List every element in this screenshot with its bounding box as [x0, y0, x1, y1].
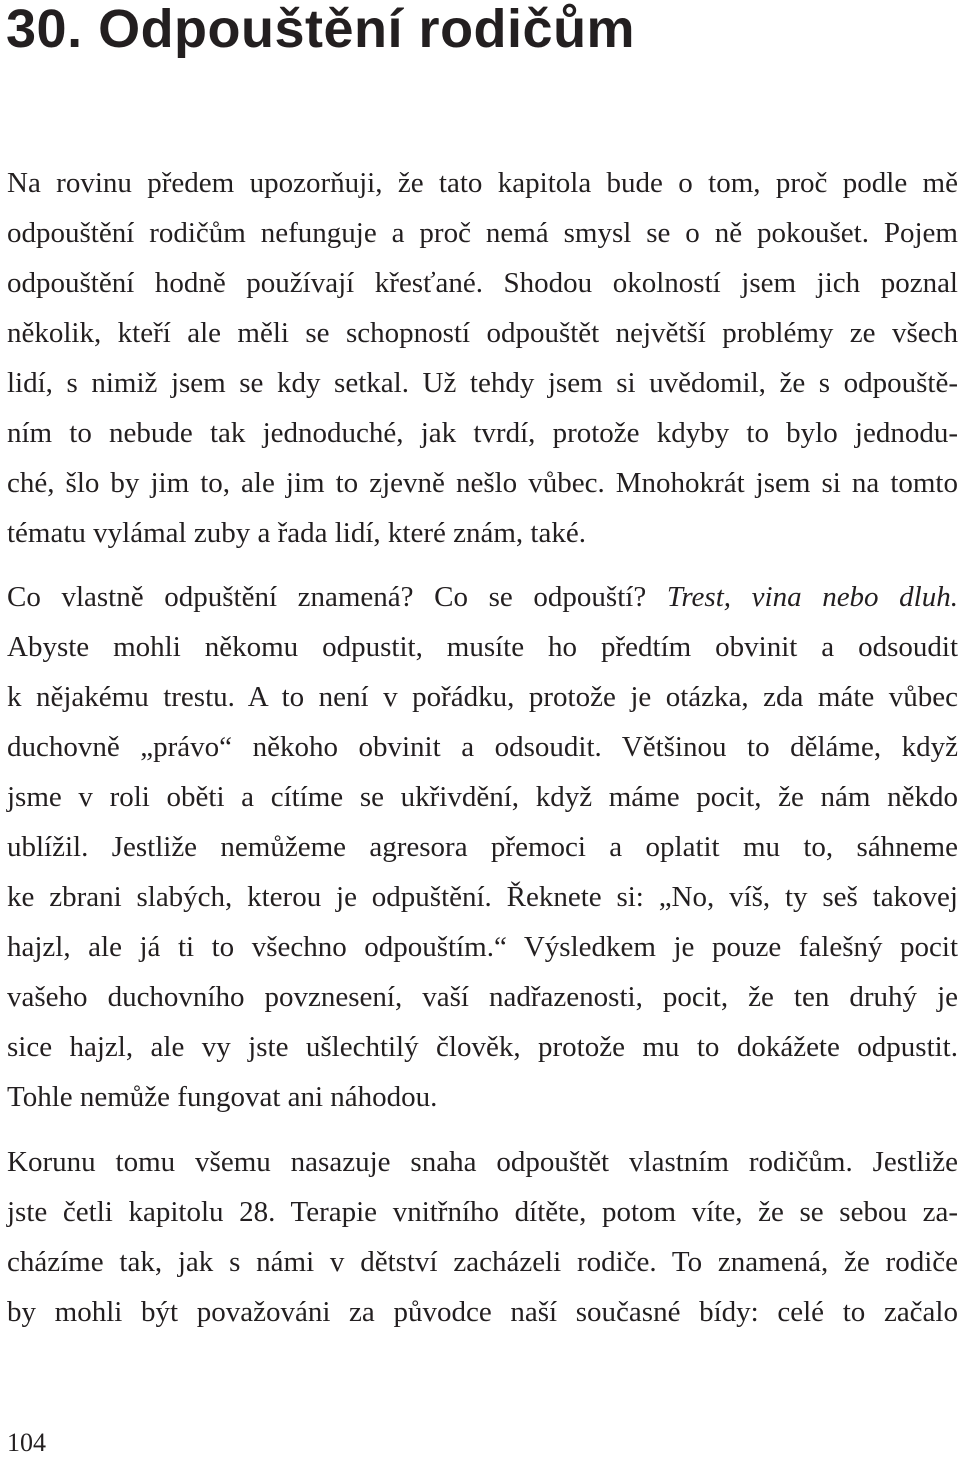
- text-line: jste četli kapitolu 28. Terapie vnitřního dítěte, potom víte, že se sebou za-: [7, 1196, 958, 1228]
- text-line: duchovně „právo“ někoho obvinit a odsoudit. Většinou to děláme, když: [7, 731, 958, 763]
- text-line: Tohle nemůže fungovat ani náhodou.: [7, 1081, 438, 1113]
- text-line-question: [7, 572, 958, 622]
- text-line: jsme v roli oběti a cítíme se ukřivdění, když máme pocit, že nám někdo: [7, 781, 958, 813]
- text-line: ublížil. Jestliže nemůžeme agresora přemoci a oplatit mu to, sáhneme: [7, 831, 958, 863]
- italic-answer: Trest, vina nebo dluh.: [666, 581, 958, 613]
- paragraph-parents: [7, 1137, 958, 1337]
- text-line: ním to nebude tak jednoduché, jak tvrdí, protože kdyby to bylo jednodu-: [7, 417, 958, 449]
- text-line: vašeho duchovního povznesení, vaší nadřazenosti, pocit, že ten druhý je: [7, 981, 958, 1013]
- text-line: cházíme tak, jak s námi v dětství zacházeli rodiče. To znamená, že rodiče: [7, 1246, 958, 1278]
- paragraph-intro: [7, 158, 958, 558]
- page-number: 104: [7, 1428, 46, 1457]
- text-line: tématu vylámal zuby a řada lidí, které znám, také.: [7, 517, 586, 549]
- text-line: Na rovinu předem upozorňuji, že tato kapitola bude o tom, proč podle mě: [7, 167, 958, 199]
- text-line: odpouštění hodně používají křesťané. Shodou okolností jsem jich poznal: [7, 267, 958, 299]
- text-line: ché, šlo by jim to, ale jim to zjevně nešlo vůbec. Mnohokrát jsem si na tomto: [7, 467, 958, 499]
- text-line: Korunu tomu všemu nasazuje snaha odpouštět vlastním rodičům. Jestliže: [7, 1146, 958, 1178]
- text-line: sice hajzl, ale vy jste ušlechtilý člověk, protože mu to dokážete odpustit.: [7, 1031, 958, 1063]
- text-line: několik, kteří ale měli se schopností odpouštět největší problémy ze všech: [7, 317, 958, 349]
- text-line: ke zbrani slabých, kterou je odpuštění. Řeknete si: „No, víš, ty seš takovej: [7, 881, 958, 913]
- paragraph-forgiveness-meaning: [7, 572, 958, 1122]
- text-line: hajzl, ale já ti to všechno odpouštím.“ Výsledkem je pouze falešný pocit: [7, 931, 958, 963]
- text-line: by mohli být považováni za původce naší současné bídy: celé to začalo: [7, 1296, 958, 1328]
- text-line: lidí, s nimiž jsem se kdy setkal. Už tehdy jsem si uvědomil, že s odpouště-: [7, 367, 958, 399]
- text-line: Abyste mohli někomu odpustit, musíte ho předtím obvinit a odsoudit: [7, 631, 958, 663]
- question-text: Co vlastně odpuštění znamená? Co se odpouští?: [7, 581, 647, 613]
- text-line: odpouštění rodičům nefunguje a proč nemá smysl se o ně pokoušet. Pojem: [7, 217, 958, 249]
- text-line: k nějakému trestu. A to není v pořádku, protože je otázka, zda máte vůbec: [7, 681, 958, 713]
- chapter-title: 30. Odpouštění rodičům: [6, 0, 636, 59]
